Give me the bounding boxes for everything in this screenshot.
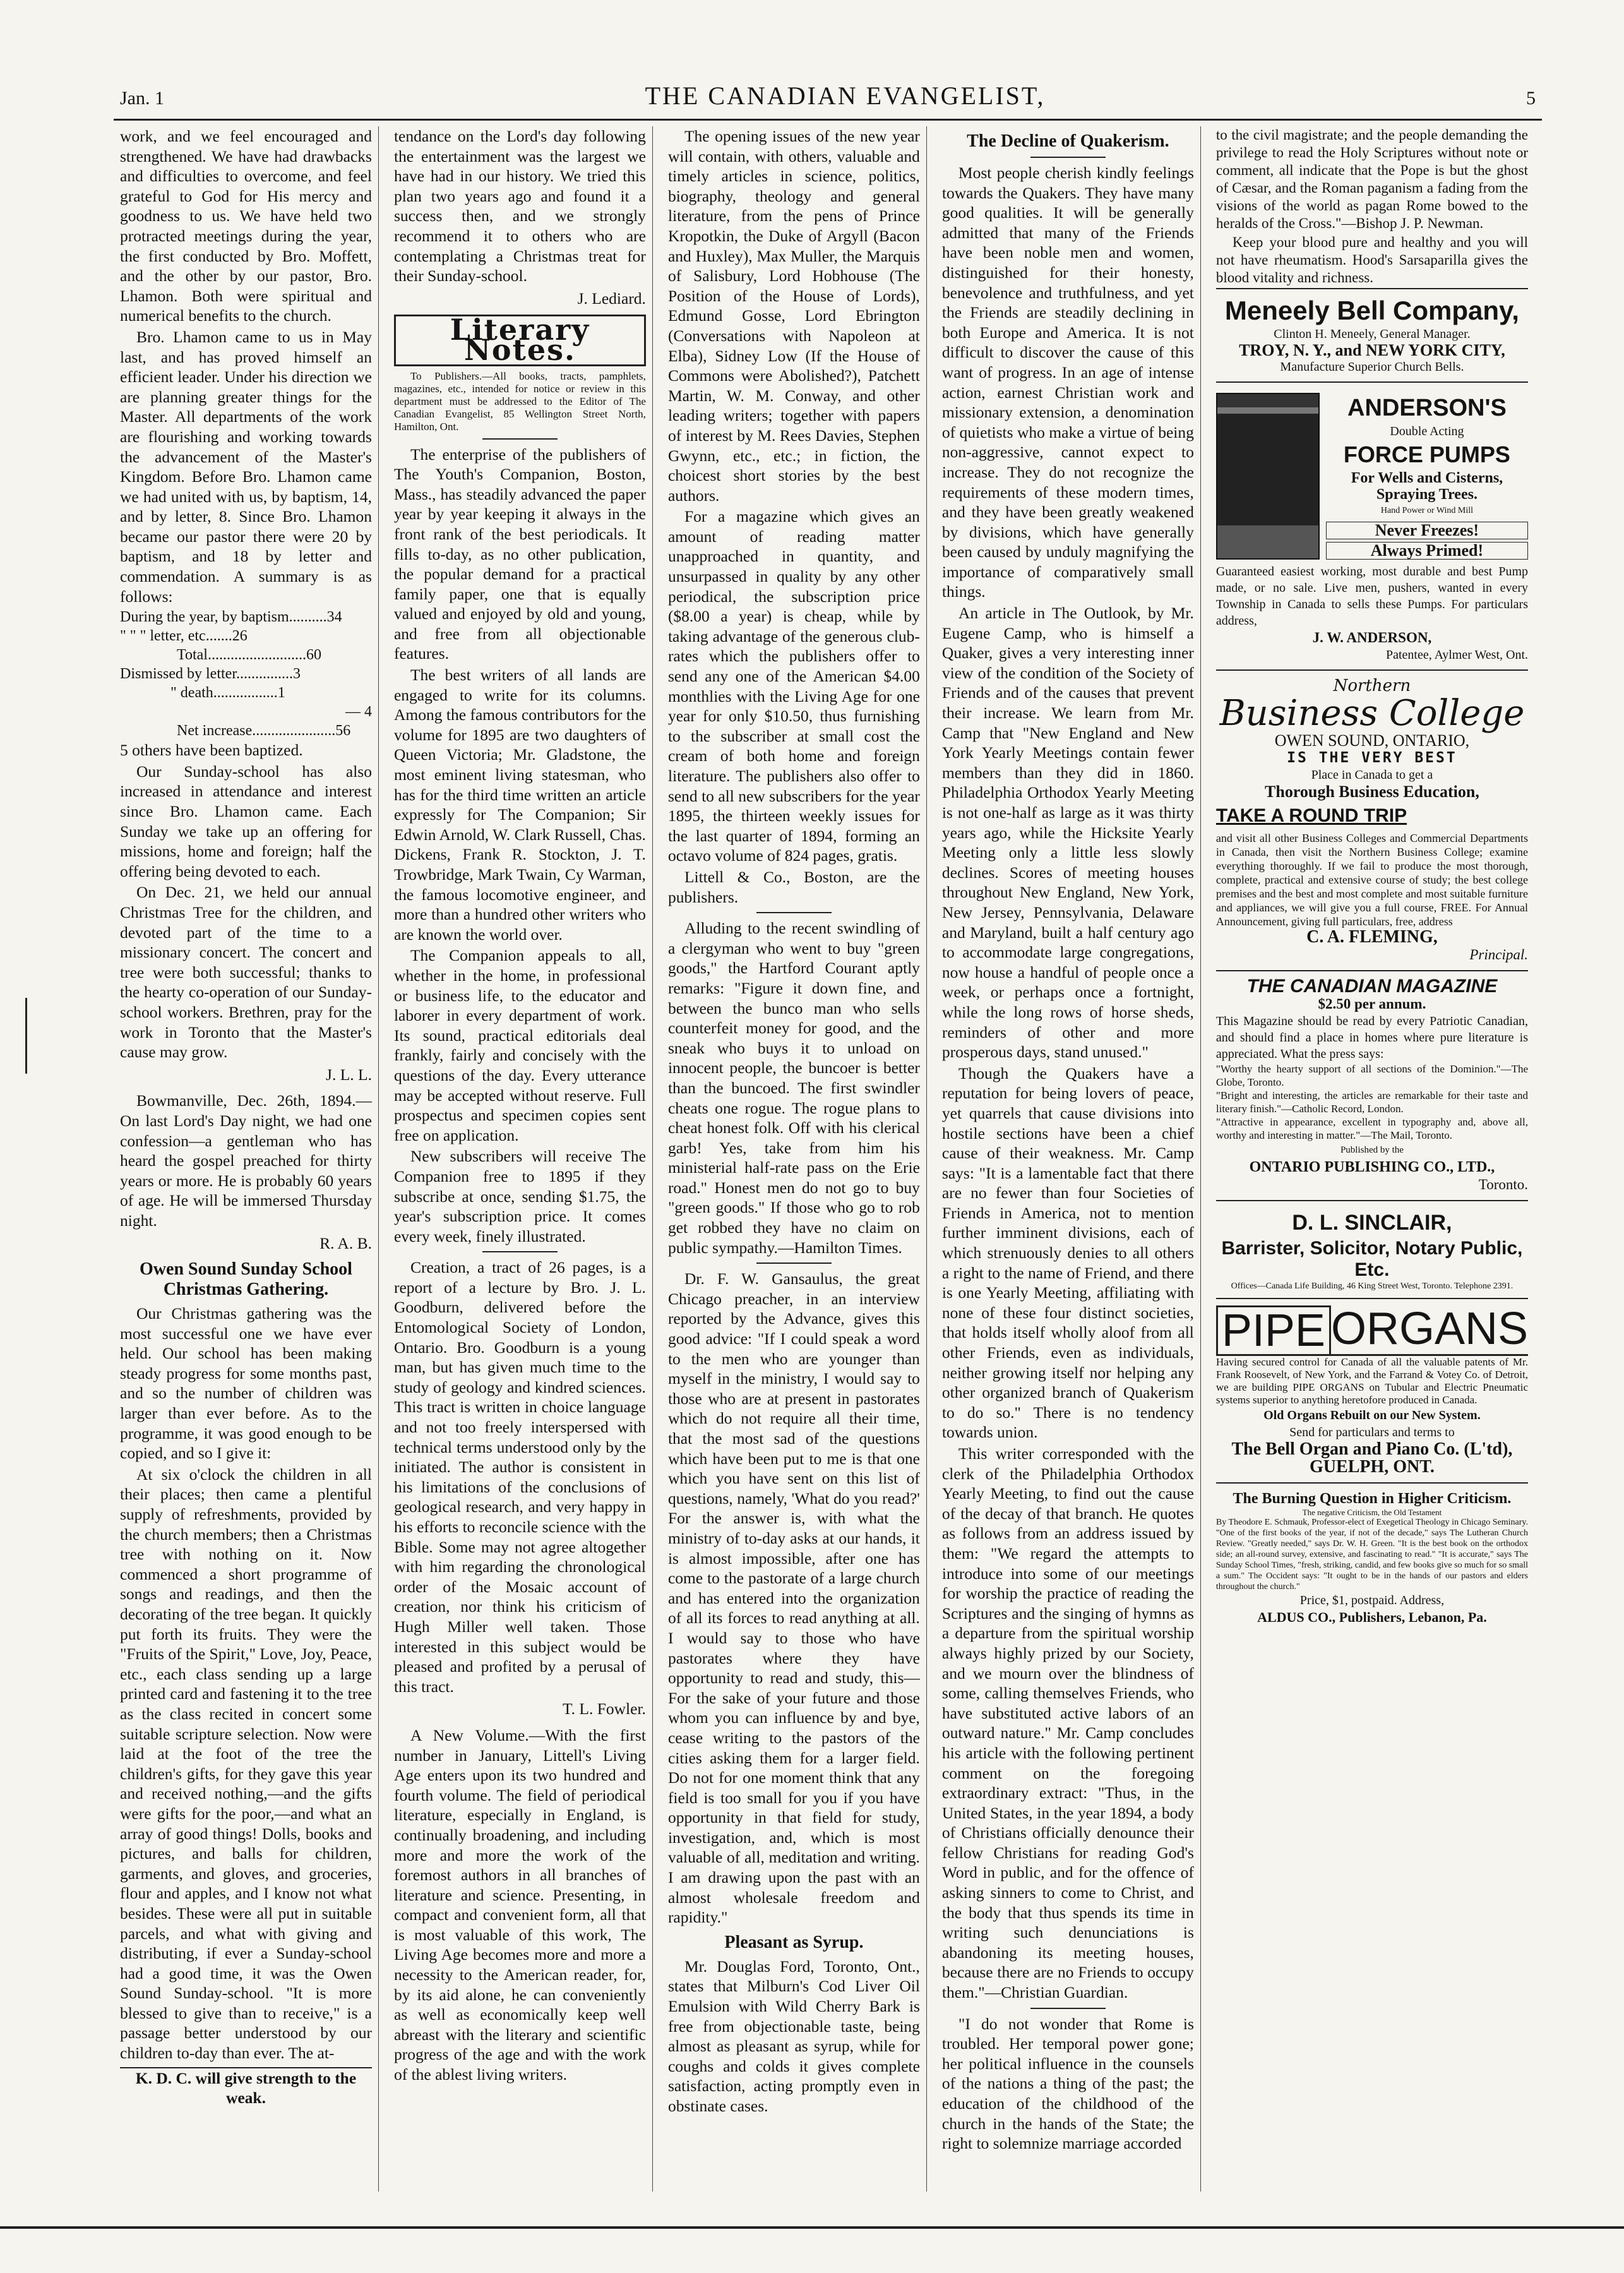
paragraph: Bro. Lhamon came to us in May last, and has proved himself an efficient leader. Under his direction we are planning greater things for the Master. All departments of the work are flourishing and working towards the advancement of the Master's Kingdom. Before Bro. Lhamon came we had united with us, by baptism, 14, and by letter, 8. Since Bro. Lhamon became our pastor there were 20 by baptism, and 18 by letter and commendation. A summary is as follows: <box>120 327 372 606</box>
ad-line: Barrister, Solicitor, Notary Public, Etc. <box>1221 1238 1523 1280</box>
paragraph: At six o'clock the children in all their places; then came a plentiful supply of refreshments, provided by the church members; then a Christmas tree with nothing on it. Now commenced a short programme of songs and readings, and then the decorating of the tree began. It quickly put forth its fruits. They were the "Fruits of the Spirit," Love, Joy, Peace, etc., each class sending up a large printed card and fastening it to the tree as the class recited in concert some suitable scripture selection. Now were laid at the foot of the tree the children's gifts, for they gave this year and received nothing,—and the gifts were gifts for the poor,—and what an array of good things! Dolls, books and pictures, and balls for children, garments, and gloves, and groceries, flour and apples, and I know not what besides. These were all put in suitable parcels, and what with giving and distributing, if ever a Sunday-school had a good time, it was the Owen Sound Sunday-school. "It is more blessed to give than to receive," is a passage better understood by our children to-day than ever. The at- <box>120 1465 372 2063</box>
paragraph: On Dec. 21, we held our annual Christmas Tree for the children, and devoted part of the time to a missionary concert. The concert and tree were both successful; thanks to the hearty co-operation of our Sunday-school workers. Brethren, pray for the work in Toronto that the Master's cause may grow. <box>120 883 372 1062</box>
ad-role: Principal. <box>1469 947 1528 963</box>
ad-line: IS THE VERY BEST <box>1287 750 1457 766</box>
summary-line: Net increase......................56 <box>177 723 351 740</box>
business-college-ad <box>1216 671 1528 971</box>
signature: J. Lediard. <box>577 289 646 308</box>
ad-line: ALDUS CO., Publishers, Lebanon, Pa. <box>1257 1609 1487 1625</box>
paragraph: A New Volume.—With the first number in January, Littell's Living Age enters upon its two hundred and fourth volume. The field of periodical literature, especially in England, is continually broadening, and including more and more the work of the foremost authors in all branches of literature and science. Presenting, in compact and convenient form, all that is most valuable of this work, The Living Age becomes more and more a necessity to the American reader, for, by its aid alone, he can conveniently as well as economically keep well abreast with the literary and scientific progress of the age and with the work of the ablest living writers. <box>393 1725 646 2084</box>
signature: T. L. Fowler. <box>562 1700 646 1718</box>
paragraph: work, and we feel encouraged and strengthened. We have had drawbacks and difficulties to overcome, and feel grateful to God for His mercy and goodness to us. We have held two protracted meetings during the year, the first conducted by Bro. Moffett, and the other by our pastor, Bro. Lhamon. Both were spiritual and numerical benefits to the church. <box>120 127 372 325</box>
pipe-organs-ad <box>1216 1299 1528 1484</box>
anderson-pump-ad <box>1216 383 1528 671</box>
ad-line: Place in Canada to get a <box>1311 768 1433 782</box>
ad-line: Double Acting <box>1390 424 1464 438</box>
divider <box>482 1251 558 1252</box>
summary-line: " " " letter, etc.......26 <box>120 628 248 645</box>
burning-question-ad <box>1216 1484 1528 1633</box>
issue-date: Jan. 1 <box>120 88 164 109</box>
ad-title: D. L. SINCLAIR, <box>1292 1211 1452 1235</box>
paragraph: Dr. F. W. Gansaulus, the great Chicago preacher, in an interview reported by the Advance, gives this good advice: "If I could speak a word to the men who are younger than myself in the ministry, I would say to those who are at present in pastorates which do not require all their time, that the most sad of the questions which have been put to me is that one which you have sent on this list of questions, namely, 'What do you read?' For the answer is, with what the ministry of to-day asks at our hands, it is almost impossible, after one has come to the pastorate of a large church and has entered into the organization of all its forces to read anything at all. I would say to those who have pastorates where they have opportunity to read and study, this—For the sake of your future and those whom you can influence by and bye, cease writing to the pastors of the cities asking them for a larger field. Do not for one moment think that any field is too small for you if you have opportunity in that field for study, investigation, and, which is most valuable of all, meditation and writing. I am drawing upon the past with an almost wholesale freedom and rapidity." <box>667 1269 920 1927</box>
ad-line: For Wells and Cisterns, Spraying Trees. <box>1351 470 1503 503</box>
section-heading: The Decline of Quakerism. <box>967 131 1169 151</box>
ad-body: By Theodore E. Schmauk, Professor-elect of Exegetical Theology in Chicago Seminary. "One of the first books of the year, if not of the decade," says The Lutheran Church Review. "Greatly needed," says Dr. W. H. Green. "It is the best book on the orthodox side; an all-round survey, extensive, and fascinating to read." "It is accurate," says The Sunday School Times, "fresh, striking, candid, and few books give so much for so small a sum." The Occident says: "It ought to be in the hands of our pastors and elders throughout the church." <box>1215 1518 1528 1592</box>
ad-contact: C. A. FLEMING, <box>1306 927 1438 947</box>
ad-body: and visit all other Business Colleges and Commercial Departments in Canada, then visit the Northern Business College; examine everything thoroughly. If we fail to produce the most thorough, complete, practical and extensive course of study; the best college premises and the best and most complete and most suitable furniture and appliances, we will give you a full course, FREE. For Annual Announcement, giving full particulars, free, address <box>1215 832 1528 928</box>
signature: J. L. L. <box>326 1065 372 1084</box>
ad-line: TROY, N. Y., and NEW YORK CITY, <box>1239 341 1505 359</box>
ad-body: Guaranteed easiest working, most durable and best Pump made, or no sale. Live men, pushers, wanted in every Township in Canada to sells these Pumps. For particulars address, <box>1215 565 1528 628</box>
column-4 <box>936 126 1201 2192</box>
paragraph: Though the Quakers have a reputation for being lovers of peace, yet quarrels that cause divisions into hostile sections have been a chief cause of their weakness. Mr. Camp says: "It is a lamentable fact that there are no fewer than four Societies of Friends in America, not to mention further imminent divisions, each of which strenuously denies to all others a right to the name of Friend, and there is one Yearly Meeting, affiliating with none of these four distinct societies, that holds itself wholly aloof from all other Friends, even as individuals, neither growing itself nor helping any other organized branch of Quakerism to do so." There is no tendency towards union. <box>941 1064 1194 1442</box>
column-3 <box>662 126 927 2192</box>
paragraph: The Companion appeals to all, whether in the home, in professional or business life, to the educator and laborer in every department of work. Its sound, practical editorials deal frankly, fairly and concisely with the questions of the day. Every utterance may be accepted without reserve. Full prospectus and specimen copies sent free on application. <box>393 946 646 1144</box>
ad-line: Always Primed! <box>1326 542 1528 560</box>
summary-line: During the year, by baptism..........34 <box>120 609 342 626</box>
paragraph: Littell & Co., Boston, are the publishers. <box>667 867 920 906</box>
ad-line: Thorough Business Education, <box>1265 783 1479 801</box>
summary-line: — 4 <box>345 704 372 721</box>
footer-rule <box>0 2226 1624 2229</box>
ad-line: Offices—Canada Life Building, 46 King Street West, Toronto. Telephone 2391. <box>1231 1281 1514 1291</box>
paragraph: 5 others have been baptized. <box>120 741 303 760</box>
column-2 <box>388 126 653 2192</box>
paragraph: Creation, a tract of 26 pages, is a report of a lecture by Bro. J. L. Goodburn, delivered before the Entomological Society of London, Ontario. Bro. Goodburn is a young man, but has given much time to the study of geology and kindred sciences. This tract is written in choice language and not too freely interspersed with technical terms understood only by the initiated. The author is consistent in his limitations of the conclusions of geological research, and very happy in his efforts to reconcile science with the Bible. Some may not agree altogether with him regarding the chronological order of the Mosaic account of creation, nor think his criticism of Hugh Miller well taken. Those interested in this subject would be pleased and profited by a perusal of this tract. <box>393 1258 646 1696</box>
ad-line: The Bell Organ and Piano Co. (L'td), <box>1231 1439 1513 1459</box>
article-columns <box>114 126 1534 2192</box>
ad-quote: "Attractive in appearance, excellent in typography and, above all, worthy and interesting in matter."—The Mail, Toronto. <box>1215 1116 1528 1141</box>
publishers-notice: To Publishers.—All books, tracts, pamphlets, magazines, etc., intended for notice or review in this department must be addressed to the Editor of The Canadian Evangelist, 85 Wellington Street North, Hamilton, Ont. <box>393 369 646 433</box>
paragraph: to the civil magistrate; and the people demanding the privilege to read the Holy Scriptures without note or comment, all indicate that the Pope is but the ghost of Cæsar, and the Roman paganism a fading from the visions of the world as pagan Rome bowed to the heralds of the Cross."—Bishop J. P. Newman. <box>1215 127 1528 231</box>
newspaper-title: THE CANADIAN EVANGELIST, <box>645 81 1046 110</box>
ad-quote: "Worthy the hearty support of all sections of the Dominion."—The Globe, Toronto. <box>1215 1063 1528 1088</box>
paragraph: Bowmanville, Dec. 26th, 1894.—On last Lord's Day night, we had one confession—a gentleman who has heard the gospel preached for thirty years or more. He is probably 60 years of age. He will be immersed Thursday night. <box>120 1091 372 1230</box>
meneely-bell-ad <box>1216 288 1528 383</box>
ad-line: TAKE A ROUND TRIP <box>1215 805 1407 826</box>
column-1 <box>114 126 379 2192</box>
sinclair-ad <box>1216 1201 1528 1299</box>
ad-line: GUELPH, ONT. <box>1310 1457 1435 1477</box>
paragraph: For a magazine which gives an amount of reading matter unapproached in quantity, and unsurpassed in quality by any other periodical, the subscription price ($8.00 a year) is cheap, while by taking advantage of the generous club-rates which the publishers offer to send any one of the American $4.00 monthlies with the Living Age for one year for only $10.50, thus furnishing to the subscriber at small cost the cream of both home and foreign literature. The publishers also offer to send to all new subscribers for the year 1895, the thirteen weekly issues for the last quarter of 1894, forming an octavo volume of 824 pages, gratis. <box>667 507 920 865</box>
paragraph: Most people cherish kindly feelings towards the Quakers. They have many good qualities. It will be generally admitted that many of the Friends have been noble men and women, distinguished for their honesty, benevolence and truthfulness, and yet the Friends are steadily declining in both Europe and America. It is not difficult to discover the cause of this want of progress. In an age of intense action, earnest Christian work and missionary extension, a denomination of quietists who make a virtue of being non-aggressive, cannot expect to increase. They do not recognize the requirements of these modern times, and they have been greatly weakened by divisions, which have generally been caused by unduly magnifying the importance of comparatively small things. <box>941 164 1194 601</box>
ad-title: PIPE <box>1216 1305 1331 1356</box>
ad-title: THE CANADIAN MAGAZINE <box>1246 976 1498 997</box>
ad-quote: "Bright and interesting, the articles are remarkable for their taste and literary finish."—Catholic Record, London. <box>1215 1089 1528 1115</box>
ad-line: Published by the <box>1340 1145 1404 1155</box>
ad-line: Clinton H. Meneely, General Manager. <box>1274 327 1471 341</box>
ad-line: Never Freezes! <box>1326 522 1528 539</box>
paragraph: The enterprise of the publishers of The Youth's Companion, Boston, Mass., has steadily advanced the paper year by year keeping it always in the front rank of the best periodicals. It fills to-day, as no other publication, the popular demand for a practical family paper, one that is equally valued and enjoyed by old and young, and free from all objectionable features. <box>393 445 646 663</box>
page-header <box>120 81 1536 114</box>
kdc-ad: K. D. C. will give strength to the weak. <box>120 2067 372 2108</box>
divider <box>1030 157 1106 158</box>
ad-title: The Burning Question in Higher Criticism. <box>1233 1490 1512 1507</box>
ad-title: ORGANS <box>1331 1305 1528 1356</box>
ad-contact: J. W. ANDERSON, <box>1312 630 1432 645</box>
paragraph: tendance on the Lord's day following the entertainment was the largest we have had in our history. We tried this plan two years ago and found it a success then, and we strongly recommend it to others who are contemplating a Christmas treat for their Sunday-school. <box>393 127 646 285</box>
summary-line: " death.................1 <box>170 685 285 702</box>
paragraph: Our Sunday-school has also increased in attendance and interest since Bro. Lhamon came. Each Sunday we take up an offering for missions, home and foreign; half the offering being devoted to each. <box>120 762 372 880</box>
ad-line: FORCE PUMPS <box>1343 441 1510 467</box>
ad-line: Send for particulars and terms to <box>1289 1425 1455 1439</box>
baptism-summary <box>120 608 372 740</box>
ad-title: Meneely Bell Company, <box>1224 296 1519 325</box>
canadian-magazine-ad <box>1216 971 1528 1201</box>
ad-line: $2.50 per annum. <box>1318 996 1426 1012</box>
pump-illustration <box>1216 393 1320 560</box>
column-5 <box>1210 126 1534 2192</box>
ad-body: This Magazine should be read by every Patriotic Canadian, and should find a place in homes where pure literature is appreciated. What the press says: <box>1215 1014 1528 1061</box>
paragraph: "I do not wonder that Rome is troubled. Her temporal power gone; her political influence in the counsels of the nations a thing of the past; the education of the childhood of the church in the hands of the State; the right to solemnize marriage accorded <box>941 2014 1194 2153</box>
divider <box>756 1262 832 1264</box>
ad-address: Patentee, Aylmer West, Ont. <box>1385 648 1528 662</box>
signature: R. A. B. <box>319 1233 372 1252</box>
paragraph: This writer corresponded with the clerk of the Philadelphia Orthodox Yearly Meeting, to find out the cause of the decay of that branch. He quotes as follows from an address issued by them: "We regard the attempts to introduce into some of our meetings for worship the practice of reading the Scriptures and the singing of hymns as a departure from the spiritual worship always highly prized by our Society, and we mourn over the blindness of some, calling themselves Friends, who have substituted active labors of an outward nature." Mr. Camp concludes his article with the following pertinent comment on the foregoing extraordinary extract: "Thus, in the United States, in the year 1894, a body of Christians officially denounce their fellow Christians for reading God's Word in public, and for the offence of asking sinners to come to Christ, and the body that thus spends its time in writing such denunciations is abandoning its meeting houses, because there are no Friends to occupy them."—Christian Guardian. <box>941 1444 1194 2002</box>
ad-line: Old Organs Rebuilt on our New System. <box>1263 1408 1481 1422</box>
section-heading: Pleasant as Syrup. <box>724 1932 864 1952</box>
paragraph: The best writers of all lands are engaged to write for its columns. Among the famous contributors for the volume for 1895 are two daughters of Queen Victoria; Mr. Gladstone, the most eminent living statesman, who has for the third time written an article expressly for The Companion; Sir Edwin Arnold, W. Clark Russell, Chas. Dickens, Frank R. Stockton, J. T. Trowbridge, Mark Twain, Cy Warman, the famous locomotive engineer, and more than a hundred other writers who are known the world over. <box>393 666 646 944</box>
paragraph: Our Christmas gathering was the most successful one we have ever held. Our school has been making steady progress for some months past, and so the number of children was larger than ever before. As to the programme, it was good enough to be copied, and so I give it: <box>120 1304 372 1463</box>
summary-line: Total..........................60 <box>177 647 321 664</box>
ad-line: Price, $1, postpaid. Address, <box>1299 1593 1445 1607</box>
divider <box>482 438 558 440</box>
ad-line: ONTARIO PUBLISHING CO., LTD., <box>1249 1159 1495 1175</box>
divider <box>1030 2008 1106 2009</box>
ad-line: The negative Criticism, the Old Testament <box>1302 1508 1442 1517</box>
college-logo: Business College <box>1219 693 1525 734</box>
divider <box>756 912 832 913</box>
ad-title: ANDERSON'S <box>1347 395 1507 421</box>
paragraph: Keep your blood pure and healthy and you will not have rheumatism. Hood's Sarsaparilla gives the blood vitality and richness. <box>1215 234 1528 285</box>
ad-line: OWEN SOUND, ONTARIO, <box>1274 731 1470 750</box>
paragraph: Mr. Douglas Ford, Toronto, Ont., states that Milburn's Cod Liver Oil Emulsion with Wild Cherry Bark is free from objectionable taste, being almost as pleasant as syrup, while for coughs and colds it gives complete satisfaction, acting promptly even in obstinate cases. <box>667 1957 920 2115</box>
section-heading: Owen Sound Sunday School Christmas Gathering. <box>140 1259 352 1300</box>
page-number: 5 <box>1525 88 1536 109</box>
margin-mark <box>25 973 69 1187</box>
ad-line: Manufacture Superior Church Bells. <box>1280 360 1464 374</box>
paragraph: New subscribers will receive The Companion free to 1895 if they subscribe at once, sending $1.75, the year's subscription price. It comes every week, finely illustrated. <box>393 1147 646 1245</box>
literary-notes-heading: Literary Notes. <box>394 315 646 366</box>
ad-line: Toronto. <box>1478 1177 1528 1192</box>
paragraph: The opening issues of the new year will contain, with others, valuable and timely articles in science, politics, biography, theology and general literature, from the pens of Prince Kropotkin, the Duke of Argyll (Bacon and Huxley), Max Muller, the Marquis of Salisbury, Lord Hobhouse (The Position of the House of Lords), Edmund Gosse, Lord Ebrington (Conversations with Napoleon at Elba), Sidney Low (If the House of Commons were Abolished?), Patchett Martin, W. M. Conway, and other leading writers; together with papers of interest by M. Rees Davies, Stephen Gwynn, etc., etc.; in fiction, the choicest short stories by the best authors. <box>667 127 920 505</box>
paragraph: Alluding to the recent swindling of a clergyman who went to buy "green goods," the Hartford Courant aptly remarks: "Figure it down fine, and between the bunco man who sells counterfeit money for good, and the sneak who buys it to unload on innocent people, the buncoer is better than the buncoed. The first swindler cheats one rogue. The rogue plans to cheat honest folk. Off with his clerical garb! Yes, take from him his ministerial half-rate pass on the Erie road." Honest men do not go to buy "green goods." If those who go to rob get robbed they have no claim on public sympathy.—Hamilton Times. <box>667 919 920 1257</box>
ad-body: Having secured control for Canada of all the valuable patents of Mr. Frank Roosevelt, of New York, and the Farrand & Votey Co. of Detroit, we are building PIPE ORGANS on Tubular and Electric Pneumatic systems superior to anything heretofore produced in Canada. <box>1215 1356 1528 1406</box>
paragraph: An article in The Outlook, by Mr. Eugene Camp, who is himself a Quaker, gives a very interesting inner view of the condition of the Society of Friends and of the causes that prevent their increase. We learn from Mr. Camp that "New England and New York Yearly Meetings contain fewer members than they did in 1860. Philadelphia Orthodox Yearly Meeting is not one-half as large as it was thirty years ago, while the Hicksite Yearly Meeting only a little less slowly declines. Scores of meeting houses throughout New England, New York, New Jersey, Pennsylvania, Delaware and Maryland, built a half century ago to accommodate large congregations, now house a handful of people once a week, or perhaps once a fortnight, while the long rows of horse sheds, reminders of other and more prosperous days, stand unused." <box>941 604 1194 1062</box>
college-logo-top: Northern <box>1333 676 1411 695</box>
summary-line: Dismissed by letter...............3 <box>120 666 301 683</box>
header-rule <box>114 119 1542 121</box>
ad-line: Hand Power or Wind Mill <box>1380 506 1474 515</box>
